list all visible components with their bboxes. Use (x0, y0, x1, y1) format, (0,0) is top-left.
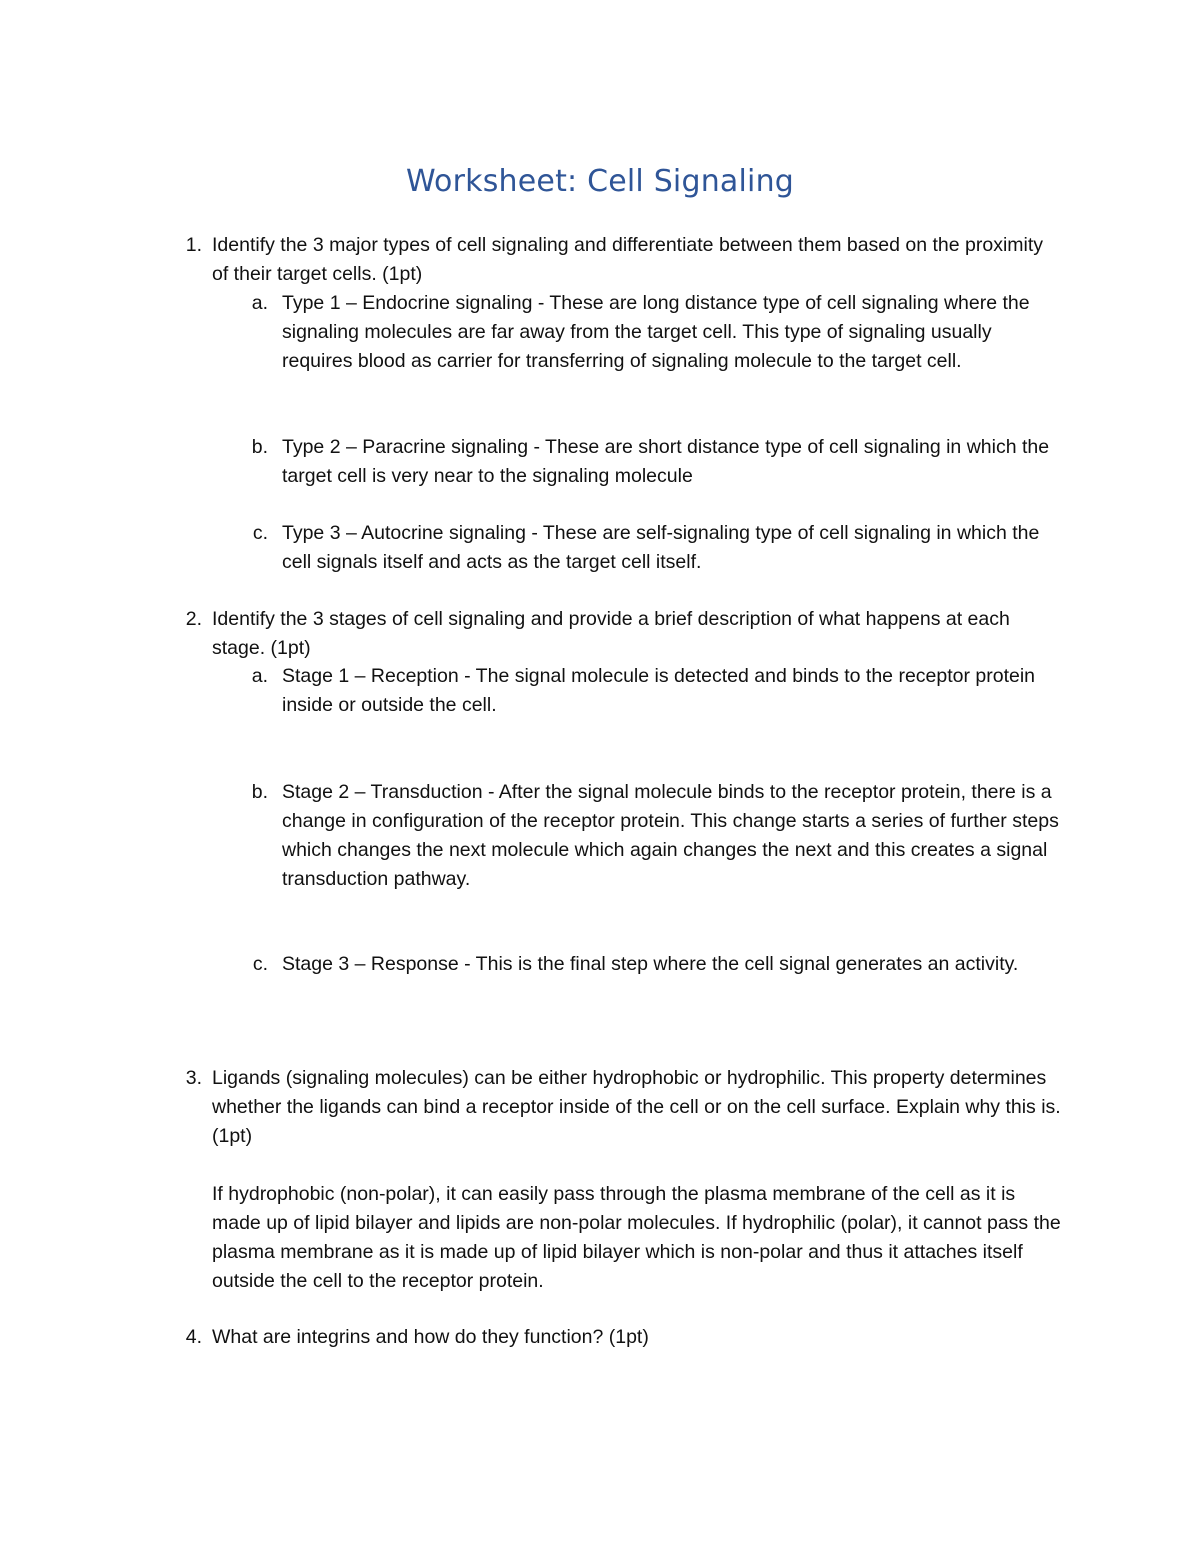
question-1-number: 1. (185, 234, 202, 256)
question-2-text: Identify the 3 stages of cell signaling and provide a brief description of what happens at each stage. (1pt) (212, 608, 1010, 659)
question-3-text: Ligands (signaling molecules) can be either hydrophobic or hydrophilic. This property determines whether the ligands can bind a receptor inside of the cell or on the cell surface. Explain why this is. (1pt) (212, 1067, 1061, 1147)
question-1-item-a-text: Type 1 – Endocrine signaling - These are long distance type of cell signaling where the signaling molecules are far away from the target cell. This type of signaling usually requires blood as carrier for transferring of signaling molecule to the target cell. (282, 292, 1030, 372)
question-2-item-c-text: Stage 3 – Response - This is the final step where the cell signal generates an activity. (282, 953, 1019, 975)
question-1-item-b-label: b. (251, 436, 268, 458)
question-1-item-c-label: c. (252, 522, 268, 544)
question-2-item-b-label: b. (251, 781, 268, 803)
question-2-item-a-text: Stage 1 – Reception - The signal molecule is detected and binds to the receptor protein inside or outside the cell. (282, 665, 1036, 716)
document-title: Worksheet: Cell Signaling (405, 164, 795, 199)
question-1-item-a-label: a. (251, 292, 268, 314)
question-3-answer: If hydrophobic (non-polar), it can easily pass through the plasma membrane of the cell as it is made up of lipid bilayer and lipids are non-polar molecules. If hydrophilic (polar), it cannot pass the plasma membrane as it is made up of lipid bilayer which is non-polar and thus it attaches itself outside the cell to the receptor protein. (212, 1183, 1061, 1292)
question-4-number: 4. (185, 1326, 202, 1348)
question-2-item-a-label: a. (251, 665, 268, 687)
question-2-item-b-text: Stage 2 – Transduction - After the signal molecule binds to the receptor protein, there is a change in configuration of the receptor protein. This change starts a series of further steps which changes the next molecule which again changes the next and this creates a signal transduction pathway. (282, 781, 1059, 890)
question-3-number: 3. (185, 1067, 202, 1089)
question-1-item-c-text: Type 3 – Autocrine signaling - These are self-signaling type of cell signaling in which the cell signals itself and acts as the target cell itself. (282, 522, 1040, 573)
question-1-text: Identify the 3 major types of cell signaling and differentiate between them based on the proximity of their target cells. (1pt) (212, 234, 1044, 285)
question-4-text: What are integrins and how do they function? (1pt) (212, 1326, 649, 1348)
question-1-item-b-text: Type 2 – Paracrine signaling - These are short distance type of cell signaling in which the target cell is very near to the signaling molecule (282, 436, 1050, 487)
question-2-number: 2. (185, 608, 202, 630)
question-2-item-c-label: c. (252, 953, 268, 975)
